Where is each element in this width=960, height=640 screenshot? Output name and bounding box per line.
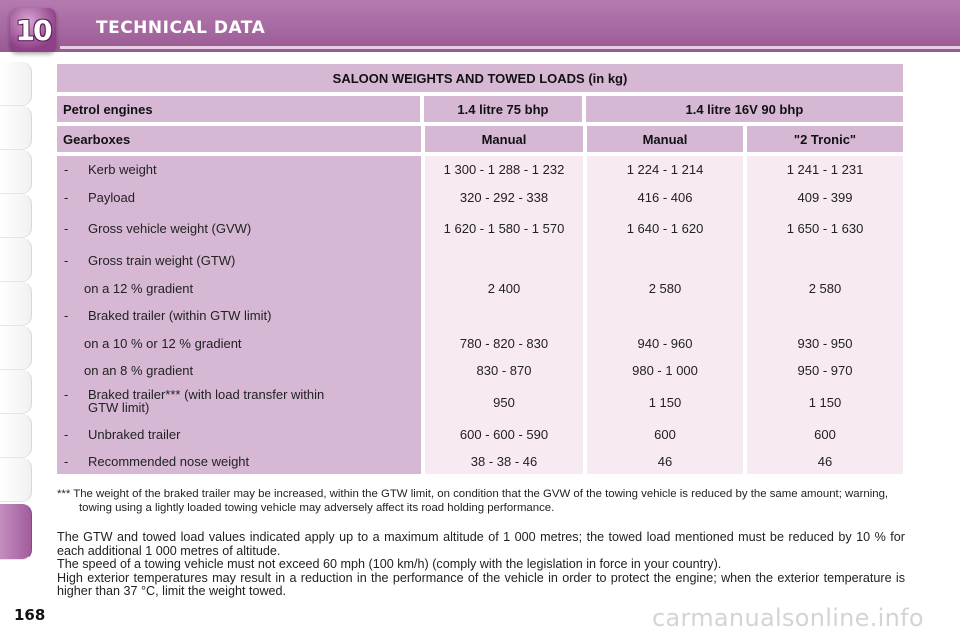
table-cell: 1 640 - 1 620 (626, 221, 704, 236)
chapter-tab[interactable] (0, 326, 32, 370)
row-label: Braked trailer*** (with load transfer within (88, 387, 325, 402)
row-label-line2: GTW limit) (88, 400, 150, 415)
table-cell: 1 150 (648, 395, 682, 410)
values-column-2 (587, 156, 743, 474)
chapter-badge: 10 (10, 8, 56, 52)
bullet-dash: - (64, 221, 69, 236)
row-sublabel: on an 8 % gradient (84, 363, 194, 378)
row-label: Kerb weight (88, 162, 157, 177)
engines-label: Petrol engines (57, 96, 420, 122)
table-cell: 980 - 1 000 (632, 363, 698, 378)
engine-1-header: 1.4 litre 75 bhp (424, 96, 582, 122)
table-title: SALOON WEIGHTS AND TOWED LOADS (in kg) (57, 64, 903, 92)
table-cell: 46 (817, 454, 833, 469)
table-cell: 2 580 (648, 281, 682, 296)
gearboxes-row (57, 126, 903, 152)
paragraph: The GTW and towed load values indicated apply up to a maximum altitude of 1 000 metres; the towed load mentioned must be reduced by 10 % for each additional 1 000 metres of altitude. (57, 530, 905, 558)
table-cell: 950 (493, 395, 515, 410)
row-label: Braked trailer (within GTW limit) (88, 308, 272, 323)
chapter-tab[interactable] (0, 62, 32, 106)
body-text (57, 531, 905, 599)
gearbox-3-header: "2 Tronic" (747, 126, 903, 152)
table-cell: 1 241 - 1 231 (786, 162, 864, 177)
table-cell: 320 - 292 - 338 (459, 190, 549, 205)
gearbox-2-header: Manual (587, 126, 743, 152)
bullet-dash: - (64, 454, 69, 469)
table-cell: 780 - 820 - 830 (459, 336, 549, 351)
table-body (57, 156, 903, 474)
table-cell: 940 - 960 (637, 336, 693, 351)
table-cell: 600 - 600 - 590 (459, 427, 549, 442)
bullet-dash: - (64, 427, 69, 442)
table-cell: 2 580 (808, 281, 842, 296)
row-label: Gross train weight (GTW) (88, 253, 236, 268)
table-cell: 600 (654, 427, 676, 442)
chapter-tab[interactable] (0, 282, 32, 326)
chapter-tab[interactable] (0, 458, 32, 502)
row-label: Gross vehicle weight (GVW) (88, 221, 252, 236)
engines-row (57, 96, 903, 122)
weights-table (57, 64, 903, 474)
bullet-dash: - (64, 308, 69, 323)
chapter-tabs (0, 62, 34, 562)
table-cell: 600 (814, 427, 836, 442)
table-cell: 46 (657, 454, 673, 469)
bullet-dash: - (64, 190, 69, 205)
table-cell: 1 224 - 1 214 (626, 162, 704, 177)
table-cell: 38 - 38 - 46 (470, 454, 538, 469)
table-cell: 416 - 406 (637, 190, 693, 205)
chapter-tab[interactable] (0, 150, 32, 194)
table-cell: 1 300 - 1 288 - 1 232 (443, 162, 565, 177)
row-label: Payload (88, 190, 135, 205)
bullet-dash: - (64, 387, 69, 402)
chapter-tab[interactable] (0, 414, 32, 458)
bullet-dash: - (64, 253, 69, 268)
paragraph: High exterior temperatures may result in a reduction in the performance of the vehicle in order to protect the engine; when the exterior temperature is higher than 37 °C, limit the weight towed. (57, 570, 905, 598)
chapter-tab-active[interactable] (0, 504, 32, 560)
engine-2-header: 1.4 litre 16V 90 bhp (586, 96, 903, 122)
watermark: carmanualsonline.info (652, 604, 924, 632)
bullet-dash: - (64, 162, 69, 177)
row-label: Recommended nose weight (88, 454, 250, 469)
footnote: *** The weight of the braked trailer may be increased, within the GTW limit, on condition that the GVW of the towing vehicle is reduced by the same amount; warning, towing using a lightly loaded towing vehicle may adversely affect its road holding performance. (57, 488, 889, 514)
values-column-1 (425, 156, 583, 474)
row-sublabel: on a 12 % gradient (84, 281, 194, 296)
chapter-tab[interactable] (0, 370, 32, 414)
gearbox-1-header: Manual (425, 126, 583, 152)
table-cell: 1 150 (808, 395, 842, 410)
chapter-tab[interactable] (0, 194, 32, 238)
table-cell: 950 - 970 (797, 363, 853, 378)
page-number: 168 (14, 606, 46, 624)
chapter-tab[interactable] (0, 106, 32, 150)
page-title: TECHNICAL DATA (96, 18, 266, 38)
table-cell: 1 650 - 1 630 (786, 221, 864, 236)
table-cell: 2 400 (487, 281, 521, 296)
table-cell: 409 - 399 (797, 190, 853, 205)
chapter-tab[interactable] (0, 238, 32, 282)
table-cell: 1 620 - 1 580 - 1 570 (443, 221, 565, 236)
header-stripe (60, 46, 960, 49)
row-sublabel: on a 10 % or 12 % gradient (84, 336, 242, 351)
row-label: Unbraked trailer (88, 427, 181, 442)
gearboxes-label: Gearboxes (57, 126, 421, 152)
table-cell: 830 - 870 (476, 363, 532, 378)
paragraph: The speed of a towing vehicle must not exceed 60 mph (100 km/h) (comply with the legislation in force in your country). (57, 557, 722, 571)
values-column-3 (747, 156, 903, 474)
table-cell: 930 - 950 (797, 336, 853, 351)
labels-column (57, 156, 421, 474)
